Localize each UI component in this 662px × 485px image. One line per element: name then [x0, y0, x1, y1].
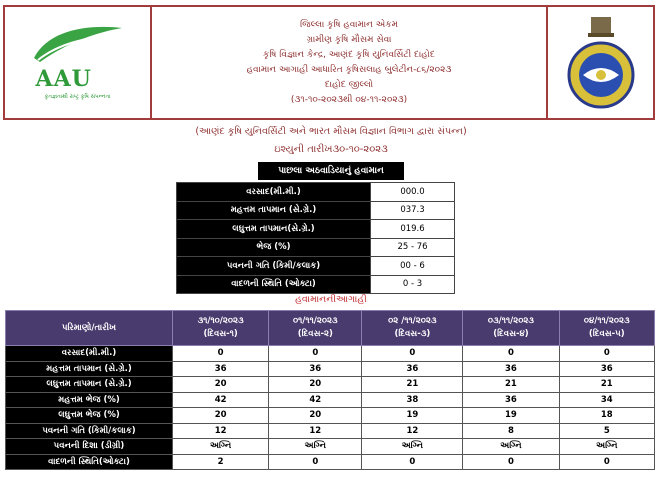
cell-value: 36: [463, 361, 559, 377]
leaf-icon: [28, 22, 128, 66]
table-row: [177, 238, 455, 257]
cell-value: અગ્નિ: [463, 439, 559, 455]
day-date: ૦૩/૧૧/૨૦૨૩: [487, 316, 534, 326]
row-value: 0 - 3: [371, 275, 455, 294]
cell-value: 42: [173, 392, 269, 408]
table-row: [6, 377, 655, 393]
day-header: [269, 311, 362, 346]
cell-value: 5: [559, 423, 654, 439]
forecast-title: હવામાનનીઆગાહી: [295, 294, 367, 305]
day-header: [362, 311, 463, 346]
cell-value: 0: [362, 346, 463, 362]
cell-value: 38: [362, 392, 463, 408]
past-weather-table: [176, 182, 455, 294]
past-weather-title: પાછલા અઠવાડિયાનું હવામાન: [258, 162, 404, 180]
bulletin-header: [3, 5, 655, 120]
cell-value: 12: [269, 423, 362, 439]
cell-value: અગ્નિ: [173, 439, 269, 455]
cell-value: 21: [362, 377, 463, 393]
row-label: મહત્તમ તાપમાન (સે.ગ્રે.): [6, 361, 173, 377]
day-index: (દિવસ-૫): [588, 329, 625, 339]
table-row: [6, 439, 655, 455]
cell-value: 20: [269, 377, 362, 393]
table-row: [6, 408, 655, 424]
cell-value: 12: [362, 423, 463, 439]
table-row: [6, 423, 655, 439]
cell-value: 0: [362, 454, 463, 470]
cell-value: અગ્નિ: [362, 439, 463, 455]
cell-value: 21: [559, 377, 654, 393]
cell-value: 2: [173, 454, 269, 470]
day-header: [173, 311, 269, 346]
cell-value: 8: [463, 423, 559, 439]
row-label: લઘુત્તમ તાપમાન(સે.ગ્રે.): [177, 220, 371, 239]
cell-value: 34: [559, 392, 654, 408]
row-label: પવનની ગતિ (કિમી/કલાક): [177, 257, 371, 276]
forecast-table: [5, 310, 655, 470]
row-value: 037.3: [371, 201, 455, 220]
row-label: પવનની ગતિ (કિમી/કલાક): [6, 423, 173, 439]
row-value: 25 - 76: [371, 238, 455, 257]
cell-value: 36: [559, 361, 654, 377]
row-label: વાદળની સ્થિતિ (ઓક્ટા): [177, 275, 371, 294]
row-label: પવનની દિશા (ડીગ્રી): [6, 439, 173, 455]
table-row: [177, 201, 455, 220]
table-row: [6, 392, 655, 408]
row-label: વરસાદ(મી.મી.): [6, 346, 173, 362]
row-label: મહત્તમ તાપમાન (સે.ગ્રે.): [177, 201, 371, 220]
cell-value: 36: [362, 361, 463, 377]
table-row: [6, 361, 655, 377]
cell-value: 0: [463, 454, 559, 470]
bulletin-subtitle: (આણંદ કૃષિ યુનિવર્સિટી અને ભારત મૌસમ વિજ્ઞાન વિભાગ દ્વારા સંપન્ન): [195, 126, 467, 137]
cell-value: અગ્નિ: [269, 439, 362, 455]
cell-value: 20: [173, 377, 269, 393]
day-date: ૩૧/૧૦/૨૦૨૩: [197, 316, 244, 326]
header-line-1: જિલ્લા કૃષિ હવામાન એકમ: [300, 19, 398, 30]
row-label: લઘુત્તમ ભેજ (%): [6, 408, 173, 424]
day-header: [463, 311, 559, 346]
imd-emblem-icon: [561, 13, 641, 113]
cell-value: 20: [269, 408, 362, 424]
cell-value: 0: [269, 346, 362, 362]
cell-value: 36: [463, 392, 559, 408]
row-label: વરસાદ(મી.મી.): [177, 183, 371, 202]
cell-value: 0: [269, 454, 362, 470]
day-index: (દિવસ-૩): [394, 329, 431, 339]
table-row: [6, 346, 655, 362]
cell-value: અગ્નિ: [559, 439, 654, 455]
cell-value: 36: [269, 361, 362, 377]
cell-value: 0: [463, 346, 559, 362]
day-date: ૦૨ /૧૧/૨૦૨૩: [388, 316, 437, 326]
header-line-2: ગ્રામીણ કૃષિ મૌસમ સેવા: [306, 34, 392, 45]
table-row: [177, 275, 455, 294]
header-line-3: કૃષિ વિજ્ઞાન કેન્દ્ર, આણંદ કૃષિ યુનિવર્સિટી દાહોદ: [263, 49, 435, 60]
cell-value: 0: [559, 346, 654, 362]
day-index: (દિવસ-૨): [297, 329, 333, 339]
row-label: ભેજ (%): [177, 238, 371, 257]
row-value: 019.6: [371, 220, 455, 239]
table-row: [177, 257, 455, 276]
cell-value: 19: [362, 408, 463, 424]
cell-value: 19: [463, 408, 559, 424]
day-index: (દિવસ-૪): [493, 329, 529, 339]
day-header: [559, 311, 654, 346]
issue-date: ઇશ્યુની તારીખ૩૦-૧૦-૨૦૨૩: [274, 144, 388, 155]
header-title-block: [152, 7, 548, 118]
cell-value: 20: [173, 408, 269, 424]
header-label: પરિમાણો/તારીખ: [6, 311, 173, 346]
header-line-6: (૩૧-૧૦-૨૦૨૩થી ૦૪-૧૧-૨૦૨૩): [290, 94, 408, 105]
day-date: ૦૪/૧૧/૨૦૨૩: [583, 316, 630, 326]
row-label: મહત્તમ ભેજ (%): [6, 392, 173, 408]
cell-value: 12: [173, 423, 269, 439]
aau-logo: [28, 22, 128, 104]
cell-value: 21: [463, 377, 559, 393]
cell-value: 42: [269, 392, 362, 408]
header-line-5: દાહોદ જીલ્લો: [324, 79, 374, 90]
imd-logo-cell: [548, 7, 653, 118]
cell-value: 0: [173, 346, 269, 362]
table-row: [177, 183, 455, 202]
row-value: 000.0: [371, 183, 455, 202]
table-row: [177, 220, 455, 239]
day-date: ૦૧/૧૧/૨૦૨૩: [293, 316, 338, 326]
table-row: [6, 454, 655, 470]
forecast-body: [6, 346, 655, 470]
day-index: (દિવસ-૧): [203, 329, 238, 339]
aau-logo-text: AAU: [35, 65, 92, 92]
row-value: 00 - 6: [371, 257, 455, 276]
forecast-header-row: [6, 311, 655, 346]
cell-value: 18: [559, 408, 654, 424]
row-label: વાદળની સ્થિતિ(ઓક્ટા): [6, 454, 173, 470]
aau-logo-tagline: કૃતજ્ઞતાથી રાષ્ટ્ર કૃષિ સંપન્નતા: [44, 93, 111, 100]
header-line-4: હવામાન આગાહી આધારિત કૃષિસલાહ બુલેટીન-૮૬/૨૦૨૩: [246, 64, 452, 75]
cell-value: 36: [173, 361, 269, 377]
row-label: લઘુત્તમ તાપમાન (સે.ગ્રે.): [6, 377, 173, 393]
cell-value: 0: [559, 454, 654, 470]
aau-logo-cell: [5, 7, 152, 118]
